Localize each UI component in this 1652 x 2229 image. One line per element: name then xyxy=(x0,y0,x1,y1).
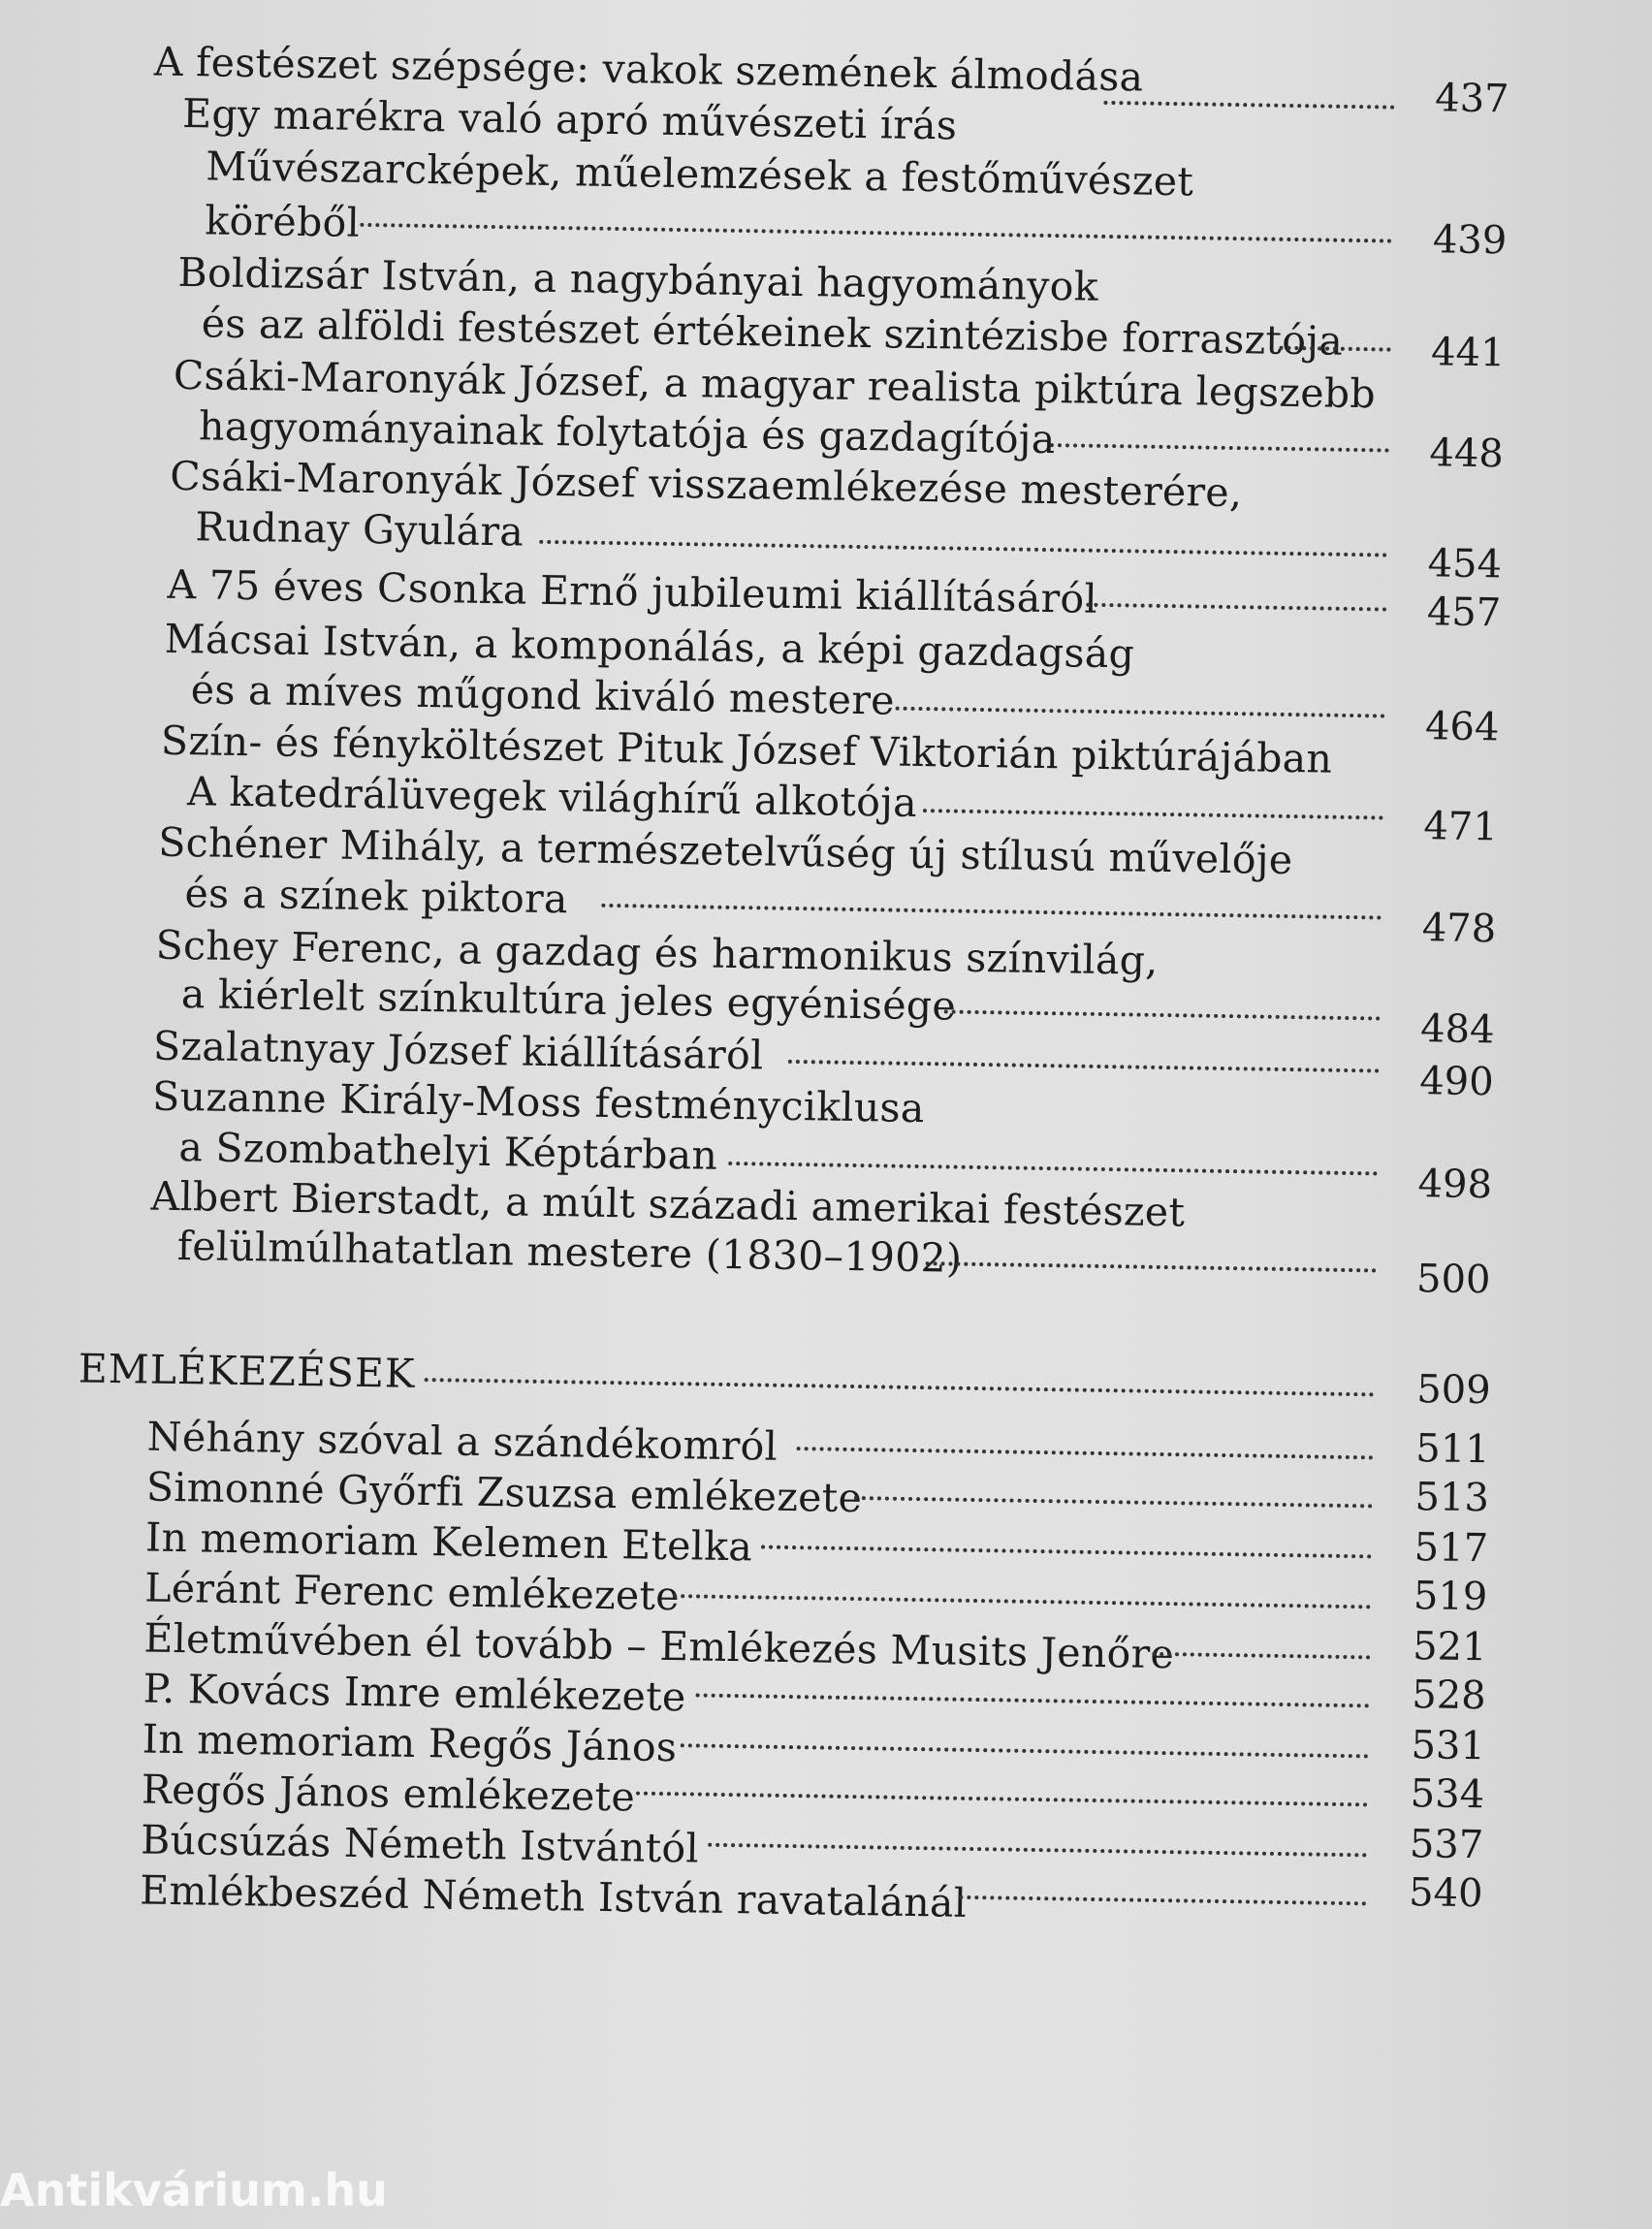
page-number: 540 xyxy=(1395,1867,1483,1919)
dot-leader xyxy=(696,1687,1370,1707)
page-number: 478 xyxy=(1409,903,1497,954)
page-number: 471 xyxy=(1410,801,1498,852)
toc-entry-text: Csáki-Maronyák József visszaemlékezése mesterére, xyxy=(170,451,1243,518)
page-number: 498 xyxy=(1405,1159,1493,1210)
toc-entry-text: A 75 éves Csonka Ernő jubileumi kiállításáról xyxy=(167,559,1097,624)
dot-leader xyxy=(797,1441,1374,1459)
toc-entry-text: Suzanne Király-Moss festményciklusa xyxy=(152,1071,925,1134)
toc-entry-text: Léránt Ferenc emlékezete xyxy=(144,1563,680,1622)
page-number: 517 xyxy=(1401,1522,1489,1574)
dot-leader xyxy=(1103,95,1394,110)
dot-leader xyxy=(708,1837,1367,1858)
page-number: 441 xyxy=(1417,327,1506,378)
toc-entry-text: Mácsai István, a komponálás, a képi gazdagság xyxy=(164,614,1134,680)
page-number: 448 xyxy=(1415,428,1504,479)
toc-entry-text: Szín- és fényköltészet Pituk József Viktorián piktúrájában xyxy=(161,716,1333,784)
dot-leader xyxy=(788,1054,1380,1073)
toc-entry-text: Simonné Győrfi Zsuzsa emlékezete xyxy=(146,1462,863,1524)
toc-entry-text: In memoriam Regős János xyxy=(142,1714,677,1773)
dot-leader xyxy=(425,1372,1375,1396)
toc-entry-text: Regős János emlékezete xyxy=(142,1765,636,1823)
toc-entry-text: Schéner Mihály, a természetelvűség új stílusú művelője xyxy=(158,817,1293,885)
dot-leader xyxy=(896,701,1385,718)
dot-leader xyxy=(959,1890,1366,1906)
dot-leader xyxy=(1152,1646,1370,1660)
page-number: 457 xyxy=(1414,587,1502,638)
page-number: 537 xyxy=(1396,1819,1484,1870)
page-number: 500 xyxy=(1403,1254,1491,1305)
toc-entry-text: hagyományainak folytatója és gazdagítója xyxy=(199,400,1056,464)
toc-entry-text: Egy marékra való apró művészeti írás xyxy=(182,88,958,151)
page-number: 464 xyxy=(1412,701,1500,752)
site-watermark: Antikvárium.hu xyxy=(0,2164,388,2216)
page-number: 519 xyxy=(1400,1571,1488,1622)
toc-entry-text: Néhány szóval a szándékomról xyxy=(146,1412,778,1472)
toc-entry-text: Szalatnyay József kiállításáról xyxy=(153,1021,764,1081)
page-number: 484 xyxy=(1407,1003,1495,1055)
dot-leader xyxy=(539,534,1387,557)
toc-entry-text: köréből xyxy=(205,195,360,247)
dot-leader xyxy=(360,217,1392,243)
page-number: 490 xyxy=(1406,1056,1494,1107)
dot-leader xyxy=(944,1003,1381,1020)
page-number: 521 xyxy=(1399,1621,1487,1672)
dot-leader xyxy=(1279,340,1390,352)
page-number: 437 xyxy=(1421,73,1509,124)
dot-leader xyxy=(926,1256,1377,1272)
toc-entry-text: Csáki-Maronyák József, a magyar realista piktúra legszebb xyxy=(174,350,1377,419)
page-number: 534 xyxy=(1397,1768,1485,1820)
toc-entry-text: A katedrálüvegek világhírű alkotója xyxy=(187,766,918,828)
dot-leader xyxy=(601,898,1382,920)
toc-entry-text: és a míves műgond kiváló mestere xyxy=(190,664,895,725)
toc-entry-text: Boldizsár István, a nagybányai hagyományok xyxy=(177,247,1098,312)
toc-entry-text: Albert Bierstadt, a múlt századi amerikai festészet xyxy=(150,1171,1185,1238)
toc-entry-text: felülmúlhatatlan mestere (1830–1902) xyxy=(176,1221,962,1284)
toc-entry-text: a kiérlelt színkultúra jeles egyénisége xyxy=(181,969,957,1032)
toc-entry-text: Életművében él tovább – Emlékezés Musits Jenőre xyxy=(143,1613,1174,1680)
dot-leader xyxy=(673,1588,1371,1608)
section-heading: EMLÉKEZÉSEK xyxy=(78,1343,415,1398)
dot-leader xyxy=(1050,437,1389,452)
toc-entry-text: Emlékbeszéd Németh István ravatalánál xyxy=(140,1865,968,1928)
page-number: 509 xyxy=(1403,1364,1491,1416)
page-number: 513 xyxy=(1402,1472,1490,1523)
toc-entry-text: Művészarcképek, műelemzések a festőművészet xyxy=(206,141,1194,207)
dot-leader xyxy=(761,1540,1372,1559)
toc-entry-text: A festészet szépsége: vakok szemének álmodása xyxy=(154,37,1144,103)
toc-entry-text: Búcsúzás Németh Istvántól xyxy=(141,1815,700,1874)
toc-entry-text: Rudnay Gyulára xyxy=(195,501,524,557)
toc-entry-text: In memoriam Kelemen Etelka xyxy=(145,1513,753,1573)
toc-entry-text: P. Kovács Imre emlékezete xyxy=(143,1664,686,1723)
page-number: 528 xyxy=(1398,1670,1486,1721)
dot-leader xyxy=(636,1786,1368,1807)
dot-leader xyxy=(854,1490,1373,1508)
toc-entry-text: és az alföldi festészet értékeinek szintézisbe forrasztója xyxy=(201,298,1343,366)
page-number: 511 xyxy=(1402,1423,1490,1475)
toc-entry-text: a Szombathelyi Képtárban xyxy=(178,1122,718,1181)
page-number: 531 xyxy=(1397,1720,1485,1771)
dot-leader xyxy=(923,803,1383,819)
toc-entry-text: Schey Ferenc, a gazdag és harmonikus színvilág, xyxy=(155,920,1159,986)
dot-leader xyxy=(1086,597,1386,612)
dot-leader xyxy=(728,1156,1378,1176)
dot-leader xyxy=(681,1737,1369,1758)
page-number: 439 xyxy=(1419,214,1508,266)
page-number: 454 xyxy=(1414,538,1503,589)
toc-entry-text: és a színek piktora xyxy=(184,868,568,924)
